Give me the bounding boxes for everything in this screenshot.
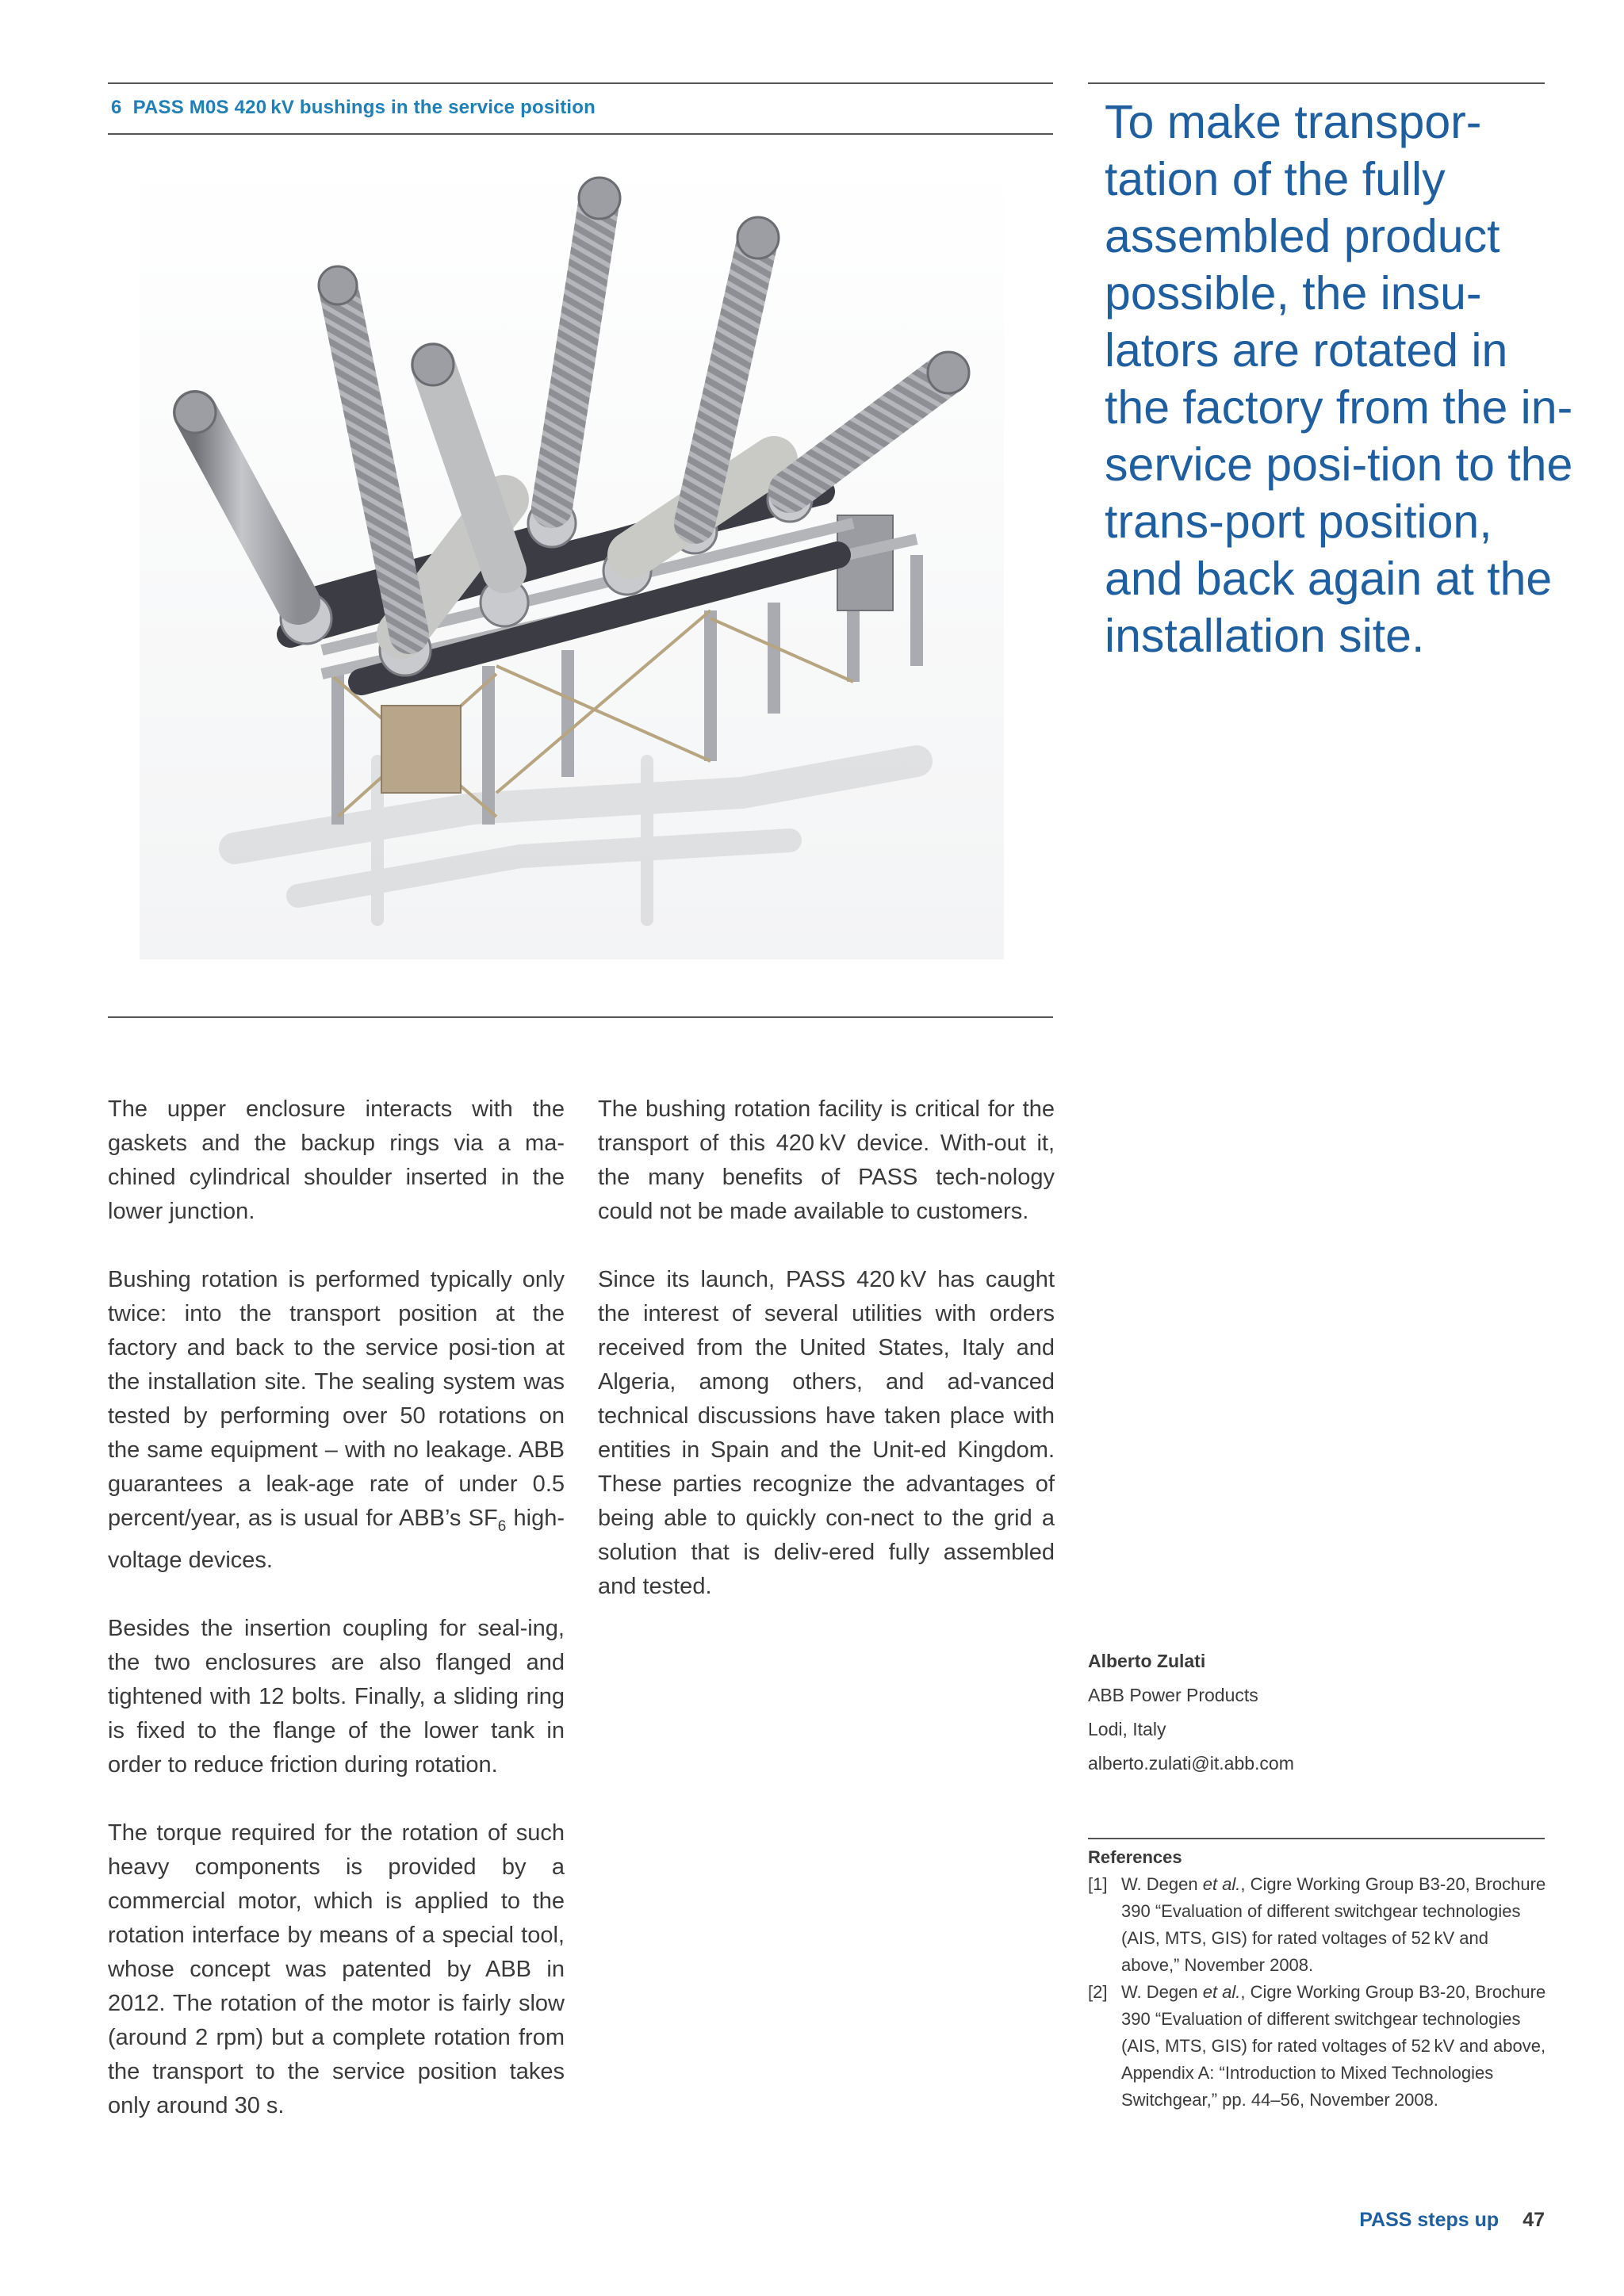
reference-rest: , Cigre Working Group B3-20, Brochure 390 “Evaluation of different switchgear technologies (AIS, MTS, GIS) for rated voltages of 52 kV and above,” November 2008.	[1121, 1874, 1546, 1975]
footer-title: PASS steps up	[1359, 2209, 1500, 2231]
paragraph-text: high-voltage devices.	[108, 1506, 565, 1573]
author-email[interactable]: alberto.zulati@it.abb.com	[1088, 1753, 1294, 1774]
reference-author: W. Degen	[1121, 1982, 1203, 2002]
paragraph: Since its launch, PASS 420 kV has caught the interest of several utilities with orders received from the United States, Italy and Algeria, among others, and ad-vanced technical discussions have taken place with entities in Spain and the Unit-ed Kingdom. These parties recognize the advantages of being able to quickly con-nect to the grid a solution that is deliv-ered fully assembled and tested.	[598, 1267, 1055, 1599]
paragraph: The torque required for the rotation of such heavy components is provided by a commercial motor, which is applied to the rotation interface by means of a special tool, whose concept was patented by ABB in 2012. The rotation of the motor is fairly slow (around 2 rpm) but a complete rotation from the transport to the service position takes only around 30 s.	[108, 1820, 565, 2118]
reference-text	[1121, 1871, 1548, 1979]
reference-label: [2]	[1088, 1982, 1108, 2002]
top-rule-left	[108, 82, 1053, 84]
reference-author: W. Degen	[1121, 1874, 1203, 1894]
author-name: Alberto Zulati	[1088, 1651, 1206, 1671]
paragraph: Besides the insertion coupling for seal-ing, the two enclosures are also flanged and tightened with 12 bolts. Finally, a sliding ring is fixed to the flange of the lower tank in order to reduce friction during rotation.	[108, 1615, 565, 1777]
figure-caption-text: PASS M0S 420 kV bushings in the service position	[132, 97, 596, 118]
reference-item	[1088, 1979, 1548, 2114]
reference-etal: et al.	[1202, 1874, 1241, 1894]
references	[1088, 1844, 1548, 2114]
reference-item	[1088, 1871, 1548, 1979]
reference-rest: , Cigre Working Group B3-20, Brochure 390 “Evaluation of different switchgear technologies (AIS, MTS, GIS) for rated voltages of 52 kV and above, Appendix A: “Introduction to Mixed Technologies Switchgear,” pp. 44–56, November 2008.	[1121, 1982, 1546, 2110]
paragraph	[108, 1263, 565, 1578]
figure-number: 6	[111, 97, 122, 118]
page-footer	[1359, 2209, 1545, 2232]
author-block	[1088, 1644, 1580, 1781]
paragraph-text: Bushing rotation is performed typically only twice: into the transport position at the factory and back to the service posi-tion at the installation site. The sealing system was tested by performing over 50 rotations on the same equipment – with no leakage. ABB guarantees a leak-age rate of under 0.5 percent/year, as is usual for ABB’s SF	[108, 1267, 565, 1531]
body-column-2	[598, 1093, 1055, 1638]
references-title: References	[1088, 1847, 1182, 1867]
reference-label: [1]	[1088, 1874, 1108, 1894]
body-column-1	[108, 1093, 565, 2157]
author-company: ABB Power Products	[1088, 1685, 1258, 1705]
subscript: 6	[497, 1517, 507, 1535]
control-box	[381, 706, 461, 793]
figure-caption	[111, 97, 1047, 119]
paragraph: The upper enclosure interacts with the gaskets and the backup rings via a ma-chined cylindrical shoulder inserted in the lower junction.	[108, 1096, 565, 1224]
caption-underline	[108, 133, 1053, 135]
reference-text	[1121, 1979, 1548, 2114]
reference-etal: et al.	[1202, 1982, 1241, 2002]
top-rule-right	[1088, 82, 1545, 84]
paragraph: The bushing rotation facility is critical for the transport of this 420 kV device. With-out it, the many benefits of PASS tech-nology could not be made available to customers.	[598, 1096, 1055, 1224]
references-rule	[1088, 1838, 1545, 1839]
figure-bottom-rule	[108, 1016, 1053, 1018]
pull-quote: To make transpor-tation of the fully assembled product possible, the insu-lators are rotated in the factory from the in-service posi-tion to the trans-port position, and back again at the installation site.	[1105, 96, 1573, 662]
author-location: Lodi, Italy	[1088, 1719, 1166, 1739]
switchgear-figure	[140, 159, 1004, 959]
page-number: 47	[1522, 2209, 1545, 2231]
